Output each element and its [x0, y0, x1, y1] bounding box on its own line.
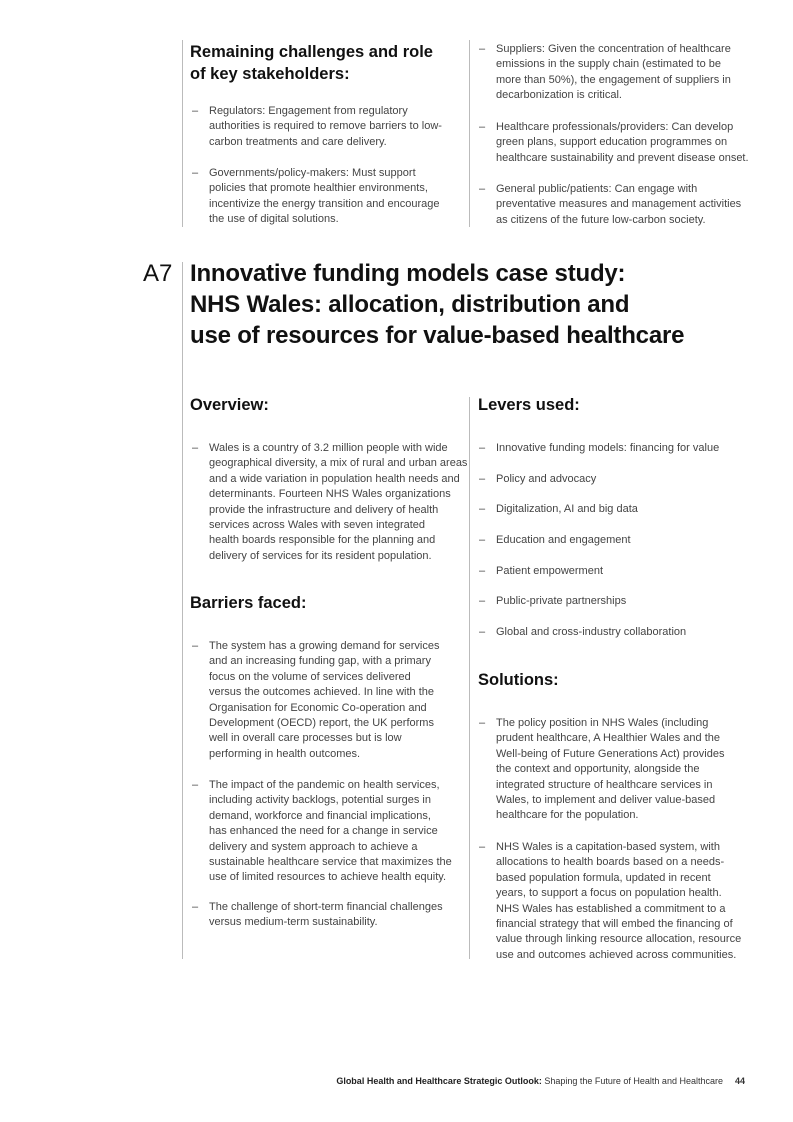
page-number: 44: [734, 1076, 745, 1086]
bullet-dash: –: [192, 779, 199, 791]
bullet-text-line: Policy and advocacy: [496, 473, 597, 485]
bullet-text-line: NHS Wales is a capitation-based system, with: [496, 841, 720, 853]
bullet-dash: –: [479, 595, 486, 607]
stakeholders-heading: [190, 41, 433, 85]
bullet-text-line: based population formula, updated in recent: [496, 871, 711, 884]
bullet-item: [192, 778, 469, 886]
bullet-text-line: and a wide variation in population health needs and: [209, 472, 460, 485]
page-footer: [336, 1076, 745, 1086]
title-line: NHS Wales: allocation, distribution and: [190, 291, 630, 318]
bullet-dash: –: [479, 442, 486, 454]
bullet-text-line: General public/patients: Can engage with: [496, 183, 698, 195]
bullet-text-line: healthcare for the population.: [496, 809, 639, 822]
bullet-item: [479, 120, 756, 166]
bullet-item: [479, 594, 756, 609]
bullet-dash: –: [479, 534, 486, 546]
bullet-text-line: and an increasing funding gap, with a primary: [209, 655, 431, 668]
bullet-text-line: NHS Wales has established a commitment to a: [496, 902, 726, 915]
bullet-dash: –: [479, 473, 486, 485]
bullet-text-line: prudent healthcare, A Healthier Wales and the: [496, 732, 721, 745]
bullet-item: [479, 441, 756, 456]
bullet-text-line: The system has a growing demand for services: [209, 640, 440, 652]
bullet-item: [479, 472, 756, 487]
bullet-text-line: has enhanced the need for a change in service: [209, 825, 438, 838]
overview-heading: Overview:: [190, 396, 269, 414]
bullet-text-line: Wales, to implement and deliver value-based: [496, 794, 716, 807]
bullet-text-line: Governments/policy-makers: Must support: [209, 167, 416, 179]
bullet-item: [479, 564, 756, 579]
bullet-text-line: the context and opportunity, alongside the: [496, 763, 700, 776]
bullet-text-line: use and outcomes achieved across communities.: [496, 948, 737, 961]
title-line: use of resources for value-based healthcare: [190, 322, 685, 349]
bullet-text-line: preventative measures and management activities: [496, 198, 742, 211]
bullet-dash: –: [192, 442, 199, 454]
bullet-text-line: the use of digital solutions.: [209, 213, 339, 226]
bullet-text-line: Digitalization, AI and big data: [496, 503, 638, 515]
column-divider: [182, 40, 183, 227]
section-title: [190, 258, 684, 351]
bullet-dash: –: [479, 841, 486, 853]
heading-line: of key stakeholders:: [190, 65, 350, 83]
bullet-text-line: geographical diversity, a mix of rural and urban areas: [209, 457, 468, 470]
bullet-text-line: The policy position in NHS Wales (including: [496, 717, 709, 729]
bullet-dash: –: [479, 717, 486, 729]
bullet-text-line: determinants. Fourteen NHS Wales organizations: [209, 488, 451, 501]
bullet-text-line: carbon treatments and care delivery.: [209, 135, 387, 148]
bullet-item: [479, 182, 756, 228]
bullet-item: [479, 502, 756, 517]
bullet-text-line: versus the outcomes achieved. In line with the: [209, 686, 435, 699]
bullet-text-line: healthcare sustainability and prevent disease onset.: [496, 151, 749, 164]
bullet-text-line: provide the infrastructure and delivery of health: [209, 503, 439, 516]
title-line: Innovative funding models case study:: [190, 260, 626, 287]
bullet-text-line: financial strategy that will embed the financing of: [496, 918, 733, 931]
bullet-text-line: Well-being of Future Generations Act) provides: [496, 747, 725, 760]
section-code: A7: [143, 260, 173, 287]
column-divider: [469, 40, 470, 227]
bullet-text-line: Public-private partnerships: [496, 595, 627, 607]
bullet-text-line: sustainable healthcare service that maximizes the: [209, 856, 452, 869]
bullet-text-line: as citizens of the future low-carbon society.: [496, 213, 706, 226]
bullet-text-line: well in overall care processes but is low: [209, 732, 402, 745]
bullet-text-line: years, to support a focus on population health.: [496, 887, 722, 900]
column-divider: [469, 397, 470, 959]
bullet-item: [192, 900, 469, 931]
bullet-text-line: value through linking resource allocation, resource: [496, 933, 742, 946]
bullet-dash: –: [192, 105, 199, 117]
footer-publication: Global Health and Healthcare Strategic Outlook:: [336, 1076, 542, 1086]
bullet-item: [479, 716, 756, 824]
solutions-heading: Solutions:: [478, 671, 559, 689]
bullet-text-line: integrated structure of healthcare services in: [496, 778, 713, 791]
bullet-text-line: The impact of the pandemic on health services,: [209, 779, 440, 791]
bullet-text-line: delivery and system approach to achieve a: [209, 840, 418, 853]
bullet-item: [479, 625, 756, 640]
bullet-item: [192, 639, 469, 762]
bullet-text-line: green plans, support education programmes on: [496, 136, 728, 149]
bullet-dash: –: [479, 503, 486, 515]
bullet-text-line: Global and cross-industry collaboration: [496, 626, 687, 638]
bullet-text-line: Education and engagement: [496, 534, 631, 546]
bullet-item: [192, 104, 469, 150]
bullet-text-line: services across Wales with seven integrated: [209, 519, 426, 532]
bullet-text-line: Patient empowerment: [496, 565, 603, 577]
bullet-text-line: versus medium-term sustainability.: [209, 916, 378, 929]
bullet-item: [479, 42, 756, 104]
bullet-dash: –: [479, 565, 486, 577]
barriers-heading: Barriers faced:: [190, 594, 307, 612]
bullet-text-line: delivery of services for its resident population.: [209, 549, 432, 562]
bullet-text-line: Healthcare professionals/providers: Can develop: [496, 121, 734, 133]
footer-subtitle: Shaping the Future of Health and Healthcare: [541, 1076, 723, 1086]
bullet-dash: –: [479, 43, 486, 55]
heading-line: Remaining challenges and role: [190, 43, 433, 61]
bullet-text-line: Wales is a country of 3.2 million people with wide: [209, 442, 448, 454]
bullet-text-line: policies that promote healthier environments,: [209, 182, 428, 195]
bullet-dash: –: [192, 640, 199, 652]
bullet-text-line: Regulators: Engagement from regulatory: [209, 105, 408, 117]
bullet-text-line: health boards responsible for the planning and: [209, 534, 436, 547]
bullet-text-line: authorities is required to remove barriers to low-: [209, 120, 442, 133]
bullet-text-line: performing in health outcomes.: [209, 747, 361, 760]
bullet-text-line: Suppliers: Given the concentration of healthcare: [496, 43, 731, 55]
bullet-dash: –: [479, 121, 486, 133]
bullet-item: [479, 840, 756, 963]
column-divider: [182, 262, 183, 959]
bullet-text-line: The challenge of short-term financial challenges: [209, 901, 443, 913]
levers-heading: Levers used:: [478, 396, 580, 414]
bullet-text-line: incentivize the energy transition and encourage: [209, 197, 440, 210]
bullet-item: [192, 166, 469, 228]
bullet-text-line: allocations to health boards based on a needs-: [496, 856, 725, 869]
bullet-item: [192, 441, 469, 564]
bullet-dash: –: [479, 183, 486, 195]
bullet-text-line: emissions in the supply chain (estimated to be: [496, 58, 722, 71]
bullet-text-line: Development (OECD) report, the UK performs: [209, 717, 434, 730]
bullet-item: [479, 533, 756, 548]
bullet-text-line: decarbonization is critical.: [496, 89, 622, 102]
bullet-text-line: Innovative funding models: financing for value: [496, 442, 720, 454]
bullet-text-line: use of limited resources to achieve health equity.: [209, 871, 447, 884]
bullet-text-line: demand, workforce and financial implications,: [209, 809, 431, 822]
bullet-text-line: Organisation for Economic Co-operation and: [209, 701, 427, 714]
bullet-text-line: more than 50%), the engagement of suppliers in: [496, 73, 731, 86]
bullet-dash: –: [479, 626, 486, 638]
bullet-dash: –: [192, 901, 199, 913]
bullet-dash: –: [192, 167, 199, 179]
bullet-text-line: including activity backlogs, potential surges in: [209, 794, 431, 807]
bullet-text-line: focus on the volume of services delivered: [209, 670, 411, 683]
